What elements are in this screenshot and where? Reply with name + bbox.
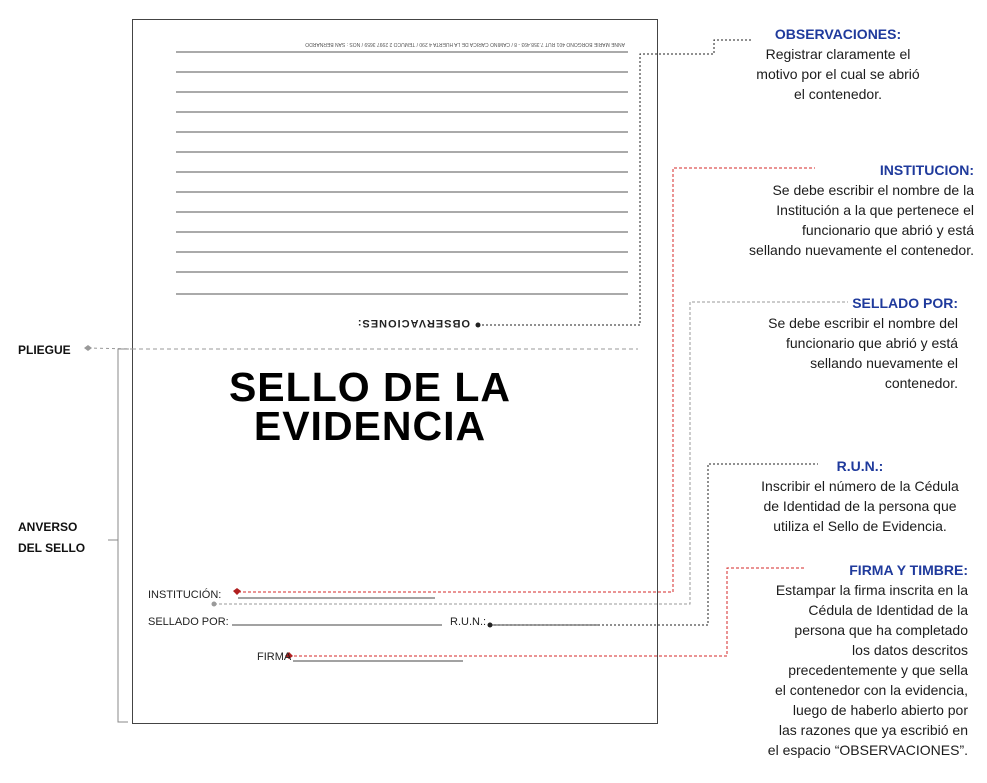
annotation-line: Se debe escribir el nombre de la [772,182,974,198]
anverso-bracket [108,349,128,722]
field-firma-label: FIRMA [257,651,292,663]
annotation-line: Institución a la que pertenece el [776,202,974,218]
annotation-line: el contenedor con la evidencia, [774,682,968,698]
pliegue-label: PLIEGUE [18,343,71,357]
annotation-line: luego de haberlo abierto por [792,702,968,718]
annotation-observaciones-title: OBSERVACIONES: [774,26,902,42]
observations-print-label: OBSERVACIONES: [356,317,470,329]
annotation-line: utiliza el Sello de Evidencia. [773,518,947,534]
anverso-label-line2: DEL SELLO [18,541,86,555]
annotation-sellado-por-title: SELLADO POR: [852,295,958,311]
observation-writing-lines [176,52,628,294]
annotation-line: el contenedor. [794,86,882,102]
annotation-line: de Identidad de la persona que [763,498,957,514]
annotation-line: funcionario que abrió y está [786,335,958,351]
annotation-line: Cédula de Identidad de la [808,602,968,618]
pliegue-marker [84,345,92,351]
annotation-line: persona que ha completado [794,622,968,638]
annotation-line: los datos descritos [852,642,968,658]
annotation-line: Registrar claramente el [765,46,911,62]
annotation-line: sellando nuevamente el contenedor. [749,242,974,258]
annotation-firma-timbre [730,560,968,760]
annotation-line: contenedor. [884,375,958,391]
annotation-institucion-title: INSTITUCION: [879,162,974,178]
anverso-label-line1: ANVERSO [18,520,78,534]
annotation-line: Inscribir el número de la Cédula [761,478,959,494]
seal-title-line2: EVIDENCIA [253,403,487,449]
annotation-run-title: R.U.N.: [836,458,884,474]
annotation-observaciones [720,24,956,104]
seal-title [190,364,550,449]
annotation-line: sellando nuevamente el [810,355,958,371]
annotation-run [740,456,980,536]
annotation-institucion [690,160,974,260]
firma-connector [289,568,805,656]
annotation-firma-title: FIRMA Y TIMBRE: [849,562,968,578]
field-institucion-label: INSTITUCIÓN: [148,589,222,601]
annotation-line: Se debe escribir el nombre del [768,315,958,331]
anverso-label [18,517,85,559]
annotation-line: Estampar la firma inscrita en la [775,582,968,598]
field-run-label: R.U.N.: [450,616,487,628]
annotation-line: funcionario que abrió y está [802,222,974,238]
annotation-sellado-por [700,293,958,393]
seal-title-line1: SELLO DE LA [228,364,512,410]
annotation-line: motivo por el cual se abrió [756,66,920,82]
field-sellado-por-label: SELLADO POR: [148,616,229,628]
annotation-line: precedentemente y que sella [788,662,968,678]
annotation-line: las razones que ya escribió en [778,722,968,738]
annotation-line: el espacio “OBSERVACIONES”. [767,742,968,758]
printer-info-line: ANNE MARIE BORGOÑO 401 RUT 7.358.493 - 8 / CAMINO CARICA DE LA HUERTA 4 290 / TEMUCO 2 2997 3659 / NOS : SAN BERNARDO [305,41,625,47]
